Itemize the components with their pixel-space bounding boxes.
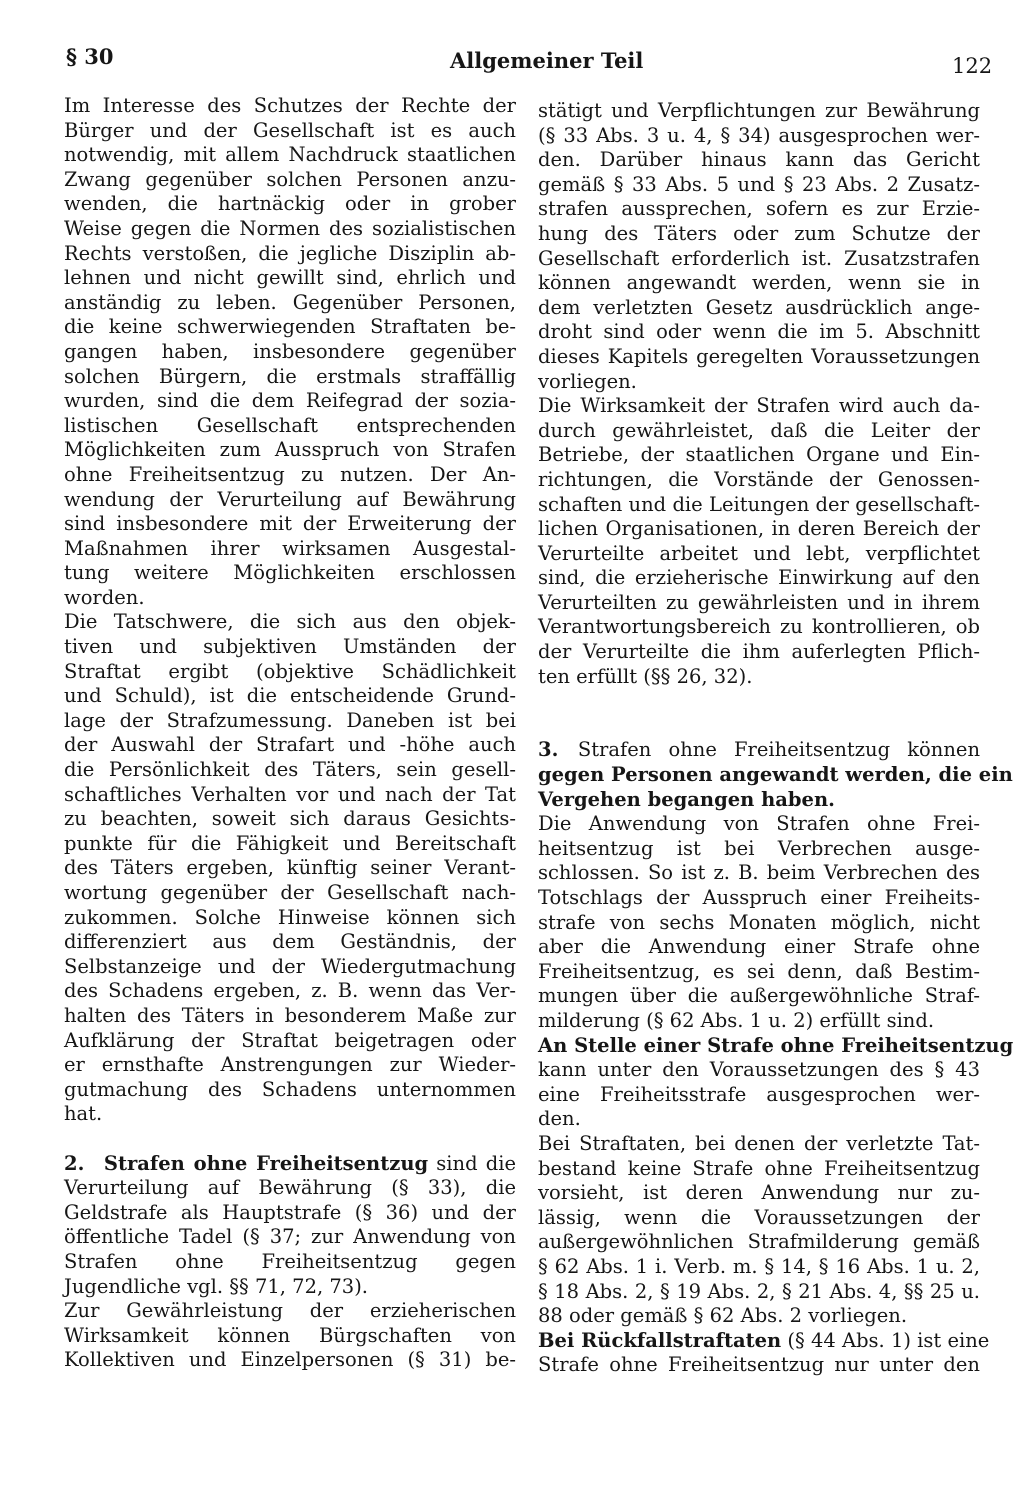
text-line bbox=[64, 438, 516, 463]
text-line bbox=[538, 911, 980, 936]
line-text: listischen Gesellschaft entsprechenden bbox=[64, 413, 516, 437]
text-line bbox=[64, 1348, 516, 1373]
line-text: mungen über die außergewöhnliche Straf- bbox=[538, 984, 980, 1008]
text-line bbox=[64, 512, 516, 537]
line-text: Kollektiven und Einzelpersonen (§ 31) be- bbox=[64, 1348, 516, 1372]
line-text: er ernsthafte Anstrengungen zur Wieder- bbox=[64, 1053, 516, 1077]
text-line bbox=[64, 414, 516, 439]
line-text: heitsentzug ist bei Verbrechen ausge- bbox=[538, 836, 980, 860]
line-text: Totschlags der Ausspruch einer Freiheits- bbox=[538, 886, 980, 909]
text-line bbox=[64, 684, 516, 709]
text-line bbox=[538, 812, 980, 837]
text-line bbox=[538, 1058, 980, 1083]
line-text: gutmachung des Schadens unternommen bbox=[64, 1077, 516, 1101]
line-text: und Schuld), ist die entscheidende Grund- bbox=[64, 684, 516, 708]
text-line bbox=[64, 168, 516, 193]
text-line bbox=[538, 1230, 980, 1255]
text-line bbox=[538, 1353, 980, 1378]
line-text: Im Interesse des Schutzes der Rechte der bbox=[64, 94, 516, 117]
text-line bbox=[64, 930, 516, 955]
text-line bbox=[538, 320, 980, 345]
text-line bbox=[538, 1157, 980, 1182]
line-text: Betriebe, der staatlichen Organe und Ein- bbox=[538, 443, 980, 467]
line-text: Geldstrafe als Hauptstrafe (§ 36) und der bbox=[64, 1200, 516, 1224]
line-text: § 62 Abs. 1 i. Verb. m. § 14, § 16 Abs. 1 u. 2, bbox=[538, 1254, 980, 1278]
line-text: Die Anwendung von Strafen ohne Frei- bbox=[538, 812, 980, 836]
text-line bbox=[538, 222, 980, 247]
section-number: § 30 bbox=[66, 44, 114, 69]
line-text: strafen aussprechen, sofern es zur Erzie- bbox=[538, 197, 980, 221]
line-text: tung weitere Möglichkeiten erschlossen bbox=[64, 561, 516, 585]
text-line bbox=[64, 561, 516, 586]
text-line bbox=[64, 266, 516, 291]
line-text: Zwang gegenüber solchen Personen anzu- bbox=[64, 167, 516, 191]
text-line bbox=[64, 488, 516, 513]
text-line bbox=[64, 1078, 516, 1103]
text-line bbox=[538, 345, 980, 370]
text-line bbox=[64, 807, 516, 832]
line-text: sind, die erzieherische Einwirkung auf den bbox=[538, 566, 980, 590]
line-text: zukommen. Solche Hinweise können sich bbox=[64, 905, 516, 929]
text-line bbox=[64, 709, 516, 734]
line-text: Wirksamkeit können Bürgschaften von bbox=[64, 1323, 516, 1347]
text-line bbox=[538, 566, 980, 591]
text-line bbox=[64, 1029, 516, 1054]
line-text: hat. bbox=[64, 1102, 103, 1126]
line-text: dieses Kapitels geregelten Voraussetzungen bbox=[538, 344, 980, 368]
text-line bbox=[64, 610, 516, 635]
line-text: (§ 33 Abs. 3 u. 4, § 34) ausgesprochen wer- bbox=[538, 123, 980, 147]
line-text: hung des Täters oder zum Schutze der bbox=[538, 221, 980, 245]
line-text: des Schadens ergeben, z. B. wenn das Ver- bbox=[64, 979, 516, 1003]
line-text: ohne Freiheitsentzug zu nutzen. Der An- bbox=[64, 462, 516, 486]
text-line bbox=[64, 906, 516, 931]
line-text: droht sind oder wenn die im 5. Abschnitt bbox=[538, 320, 980, 344]
line-text: strafe von sechs Monaten möglich, nicht bbox=[538, 910, 980, 934]
text-line bbox=[538, 837, 980, 862]
text-line bbox=[64, 881, 516, 906]
text-line bbox=[538, 1255, 980, 1280]
line-text: sind insbesondere mit der Erweiterung der bbox=[64, 512, 516, 536]
line-text: die Persönlichkeit des Täters, sein gesell- bbox=[64, 758, 516, 782]
list-number: 3. bbox=[538, 738, 578, 762]
line-text: Freiheitsentzug, es sei denn, daß Bestim- bbox=[538, 959, 980, 983]
line-text: wortung gegenüber der Gesellschaft nach- bbox=[64, 881, 516, 904]
paragraph-gap bbox=[538, 689, 980, 714]
line-text: Aufklärung der Straftat beigetragen oder bbox=[64, 1028, 516, 1052]
line-text: Zur Gewährleistung der erzieherischen bbox=[64, 1299, 516, 1323]
text-line bbox=[64, 192, 516, 217]
text-line bbox=[64, 537, 516, 562]
text-line bbox=[538, 1328, 990, 1354]
text-line bbox=[64, 365, 516, 390]
text-line bbox=[64, 1053, 516, 1078]
line-text: milderung (§ 62 Abs. 1 u. 2) erfüllt sind. bbox=[538, 1008, 935, 1032]
line-text: Verurteilten zu gewährleisten und in ihrem bbox=[538, 590, 980, 614]
line-text: den. bbox=[538, 1107, 581, 1131]
text-line bbox=[538, 370, 980, 395]
line-text: den. Darüber hinaus kann das Gericht bbox=[538, 148, 980, 172]
line-text: worden. bbox=[64, 585, 145, 609]
line-text: Strafen ohne Freiheitsentzug gegen bbox=[64, 1249, 516, 1273]
text-line bbox=[538, 1206, 980, 1231]
text-line bbox=[538, 861, 980, 886]
line-text: kann unter den Voraussetzungen des § 43 bbox=[538, 1058, 980, 1082]
line-text: der Verurteilte die ihm auferlegten Pflich- bbox=[538, 640, 980, 664]
text-line bbox=[538, 271, 980, 296]
text-line bbox=[538, 124, 980, 149]
text-line bbox=[538, 99, 980, 124]
line-text: solchen Bürgern, die erstmals straffällig bbox=[64, 364, 516, 388]
line-text: punkte für die Fähigkeit und Bereitschaft bbox=[64, 831, 516, 855]
line-text: 88 oder gemäß § 62 Abs. 2 vorliegen. bbox=[538, 1304, 908, 1328]
text-line bbox=[64, 758, 516, 783]
line-text: Strafen ohne Freiheitsentzug können bbox=[577, 738, 980, 762]
text-line bbox=[64, 733, 516, 758]
line-text: § 18 Abs. 2, § 19 Abs. 2, § 21 Abs. 4, §§ 25 u. bbox=[538, 1279, 980, 1303]
text-line bbox=[64, 1299, 516, 1324]
line-text: schaften und die Leitungen der gesellschaft- bbox=[538, 492, 980, 516]
text-line bbox=[538, 1181, 980, 1206]
text-line bbox=[538, 394, 980, 419]
text-line bbox=[538, 443, 980, 468]
line-text: wenden, die hartnäckig oder in grober bbox=[64, 192, 516, 216]
line-text: Weise gegen die Normen des sozialistischen bbox=[64, 216, 516, 240]
text-line bbox=[64, 143, 516, 168]
line-text: dem verletzten Gesetz ausdrücklich ange- bbox=[538, 295, 980, 319]
line-text: Bei Straftaten, bei denen der verletzte Tat- bbox=[538, 1131, 980, 1155]
text-line bbox=[64, 94, 516, 119]
line-text: differenziert aus dem Geständnis, der bbox=[64, 930, 516, 954]
text-line bbox=[64, 315, 516, 340]
line-text: Straftat ergibt (objektive Schädlichkeit bbox=[64, 659, 516, 683]
text-line bbox=[538, 493, 980, 518]
line-text: Die Wirksamkeit der Strafen wird auch da- bbox=[538, 394, 980, 418]
text-line bbox=[538, 1083, 980, 1108]
text-line bbox=[538, 173, 980, 198]
line-text: Möglichkeiten zum Ausspruch von Strafen bbox=[64, 438, 516, 462]
text-line bbox=[64, 389, 516, 414]
line-text: vorliegen. bbox=[538, 369, 637, 393]
text-line bbox=[64, 340, 516, 365]
line-text: sind die bbox=[428, 1151, 516, 1175]
list-number: 2. bbox=[64, 1151, 104, 1175]
line-text: halten des Täters in besonderem Maße zur bbox=[64, 1003, 516, 1027]
line-text: des Täters ergeben, künftig seiner Verant- bbox=[64, 856, 516, 880]
line-text: Jugendliche vgl. §§ 71, 72, 73). bbox=[64, 1274, 369, 1298]
line-text: Verurteilung auf Bewährung (§ 33), die bbox=[64, 1176, 516, 1200]
line-text: anständig zu leben. Gegenüber Personen, bbox=[64, 290, 516, 314]
text-line bbox=[64, 1004, 516, 1029]
bold-text: Strafen ohne Freiheitsentzug bbox=[103, 1151, 429, 1175]
line-text: Verantwortungsbereich zu kontrollieren, ob bbox=[538, 615, 980, 639]
bold-text: gegen Personen angewandt werden, die ein bbox=[538, 763, 1013, 787]
line-text: die keine schwerwiegenden Straftaten be- bbox=[64, 315, 516, 339]
text-line bbox=[64, 1275, 516, 1300]
line-text: schlossen. So ist z. B. beim Verbrechen des bbox=[538, 861, 980, 885]
line-text: durch gewährleistet, daß die Leiter der bbox=[538, 418, 980, 442]
line-text: Rechts verstoßen, die jegliche Disziplin ab- bbox=[64, 241, 516, 265]
bold-text: Vergehen begangen haben. bbox=[538, 787, 835, 811]
line-text: schaftliches Verhalten vor und nach der Tat bbox=[64, 782, 516, 806]
text-line bbox=[538, 1132, 980, 1157]
line-text: öffentliche Tadel (§ 37; zur Anwendung von bbox=[64, 1225, 516, 1249]
text-line bbox=[538, 247, 980, 272]
text-line bbox=[538, 763, 1013, 788]
line-text: lichen Organisationen, in deren Bereich der bbox=[538, 517, 980, 541]
line-text: Gesellschaft erforderlich ist. Zusatzstrafen bbox=[538, 246, 980, 270]
page-number: 122 bbox=[952, 54, 993, 78]
text-line bbox=[64, 1152, 516, 1177]
line-text: aber die Anwendung einer Strafe ohne bbox=[538, 935, 980, 959]
text-line bbox=[538, 1304, 980, 1329]
text-line bbox=[538, 960, 980, 985]
text-line bbox=[64, 783, 516, 808]
line-text: richtungen, die Vorstände der Genossen- bbox=[538, 467, 980, 491]
line-text: gangen haben, insbesondere gegenüber bbox=[64, 339, 516, 363]
text-line bbox=[538, 640, 980, 665]
text-line bbox=[64, 955, 516, 980]
text-line bbox=[64, 1324, 516, 1349]
line-text: tiven und subjektiven Umständen der bbox=[64, 635, 516, 659]
paragraph-gap bbox=[538, 714, 980, 739]
line-text: der Auswahl der Strafart und -höhe auch bbox=[64, 733, 516, 757]
line-text: stätigt und Verpflichtungen zur Bewährung bbox=[538, 99, 980, 122]
text-line bbox=[64, 1102, 516, 1127]
text-line bbox=[538, 591, 980, 616]
text-line bbox=[64, 463, 516, 488]
line-text: notwendig, mit allem Nachdruck staatlichen bbox=[64, 143, 516, 167]
text-line bbox=[538, 788, 980, 813]
line-text: (§ 44 Abs. 1) ist eine bbox=[781, 1328, 990, 1352]
text-line bbox=[538, 197, 980, 222]
text-line bbox=[538, 935, 980, 960]
paragraph-gap bbox=[64, 1127, 516, 1152]
line-text: Die Tatschwere, die sich aus den objek- bbox=[64, 610, 516, 634]
line-text: bestand keine Strafe ohne Freiheitsentzug bbox=[538, 1156, 980, 1180]
text-line bbox=[538, 1280, 980, 1305]
line-text: wurden, sind die dem Reifegrad der sozia- bbox=[64, 389, 516, 413]
text-line bbox=[64, 586, 516, 611]
line-text: vorsieht, ist deren Anwendung nur zu- bbox=[538, 1181, 980, 1205]
bold-text: Bei Rückfallstraftaten bbox=[538, 1328, 782, 1352]
line-text: lehnen und nicht gewillt sind, ehrlich und bbox=[64, 266, 516, 290]
text-line bbox=[64, 1250, 516, 1275]
text-line bbox=[538, 419, 980, 444]
line-text: Maßnahmen ihrer wirksamen Ausgestal- bbox=[64, 536, 516, 560]
text-line bbox=[64, 1225, 516, 1250]
text-line bbox=[538, 984, 980, 1009]
text-line bbox=[64, 660, 516, 685]
line-text: zu beachten, soweit sich daraus Gesichts- bbox=[64, 807, 516, 831]
text-line bbox=[64, 635, 516, 660]
text-line bbox=[538, 665, 980, 690]
text-line bbox=[64, 979, 516, 1004]
text-line bbox=[538, 738, 980, 763]
text-line bbox=[64, 1176, 516, 1201]
line-text: lässig, wenn die Voraussetzungen der bbox=[538, 1205, 980, 1229]
line-text: Verurteilte arbeitet und lebt, verpflichtet bbox=[538, 541, 980, 565]
text-line bbox=[538, 517, 980, 542]
text-line bbox=[538, 1033, 1014, 1059]
text-line bbox=[64, 242, 516, 267]
line-text: eine Freiheitsstrafe ausgesprochen wer- bbox=[538, 1082, 980, 1106]
line-text: ten erfüllt (§§ 26, 32). bbox=[538, 664, 753, 688]
line-text: wendung der Verurteilung auf Bewährung bbox=[64, 487, 516, 511]
text-line bbox=[64, 1201, 516, 1226]
text-line bbox=[538, 886, 980, 911]
text-line bbox=[538, 296, 980, 321]
text-line bbox=[64, 856, 516, 881]
line-text: Bürger und der Gesellschaft ist es auch bbox=[64, 118, 516, 142]
running-title: Allgemeiner Teil bbox=[450, 48, 644, 73]
line-text: außergewöhnlichen Strafmilderung gemäß bbox=[538, 1230, 980, 1254]
page-header bbox=[0, 44, 1024, 84]
bold-text: An Stelle einer Strafe ohne Freiheitsentzug bbox=[538, 1033, 1014, 1057]
line-text: gemäß § 33 Abs. 5 und § 23 Abs. 2 Zusatz- bbox=[538, 172, 980, 196]
line-text: Strafe ohne Freiheitsentzug nur unter den bbox=[538, 1353, 980, 1377]
line-text: können angewandt werden, wenn sie in bbox=[538, 271, 980, 295]
text-line bbox=[538, 615, 980, 640]
text-line bbox=[538, 542, 980, 567]
text-line bbox=[64, 832, 516, 857]
line-text: Selbstanzeige und der Wiedergutmachung bbox=[64, 954, 516, 978]
text-line bbox=[538, 1107, 980, 1132]
left-text-column bbox=[64, 94, 516, 1373]
text-line bbox=[538, 468, 980, 493]
text-line bbox=[538, 148, 980, 173]
right-text-column bbox=[538, 99, 1014, 1378]
text-line bbox=[64, 119, 516, 144]
text-line bbox=[64, 217, 516, 242]
text-line bbox=[64, 291, 516, 316]
line-text: lage der Strafzumessung. Daneben ist bei bbox=[64, 708, 516, 732]
text-line bbox=[538, 1009, 980, 1034]
